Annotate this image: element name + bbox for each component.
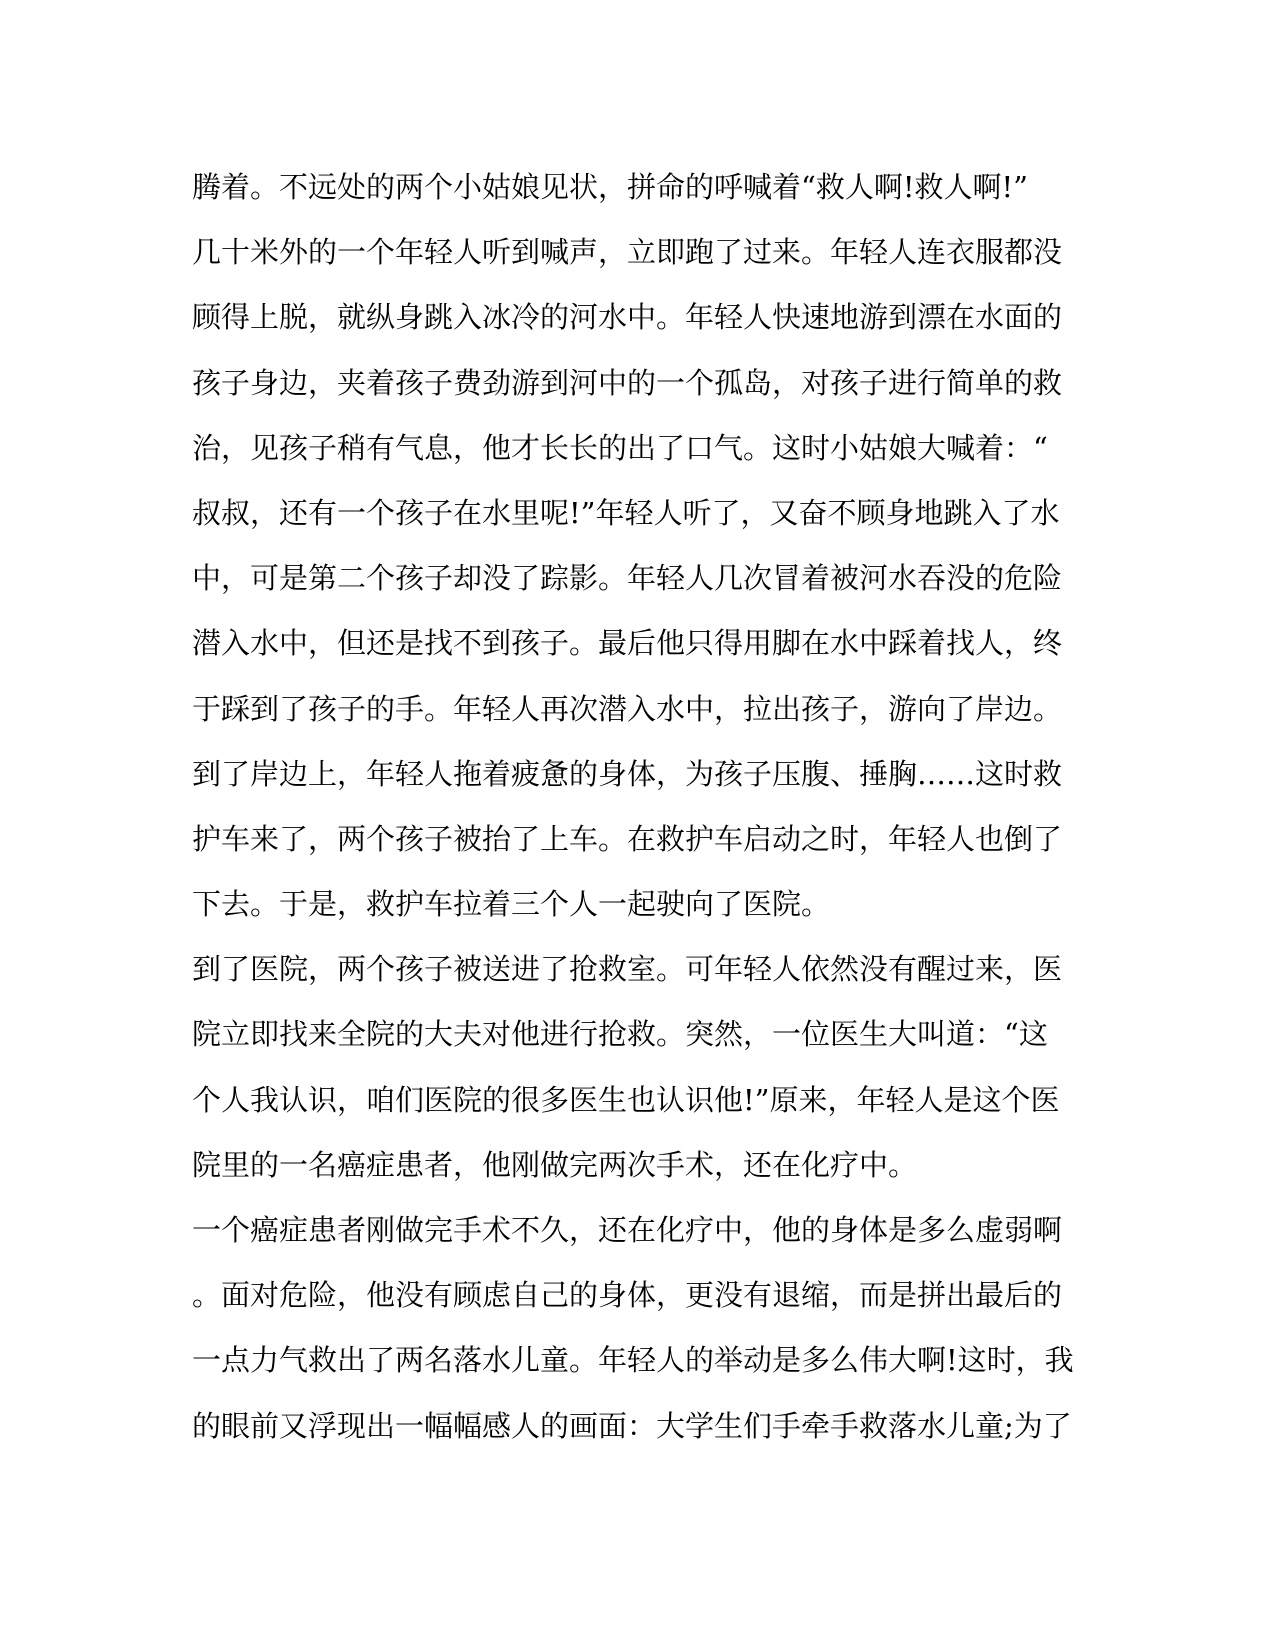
text-line: 到了医院，两个孩子被送进了抢救室。可年轻人依然没有醒过来，医: [192, 952, 1063, 987]
text-line: 院立即找来全院的大夫对他进行抢救。突然，一位医生大叫道：“这: [192, 1017, 1048, 1052]
text-line: 院里的一名癌症患者，他刚做完两次手术，还在化疗中。: [192, 1147, 918, 1182]
text-line: 下去。于是，救护车拉着三个人一起驶向了医院。: [192, 887, 831, 922]
text-line: 个人我认识，咱们医院的很多医生也认识他!”原来，年轻人是这个医: [192, 1082, 1060, 1117]
text-line: 护车来了，两个孩子被抬了上车。在救护车启动之时，年轻人也倒了: [192, 821, 1063, 856]
text-line: 一点力气救出了两名落水儿童。年轻人的举动是多么伟大啊!这时，我: [192, 1343, 1074, 1378]
text-line: 几十米外的一个年轻人听到喊声，立即跑了过来。年轻人连衣服都没: [192, 235, 1063, 270]
text-line: 顾得上脱，就纵身跳入冰冷的河水中。年轻人快速地游到漂在水面的: [192, 300, 1063, 335]
body-text: [192, 169, 1092, 1473]
text-line: 到了岸边上，年轻人拖着疲惫的身体，为孩子压腹、捶胸……这时救: [192, 756, 1063, 791]
text-line: 一个癌症患者刚做完手术不久，还在化疗中，他的身体是多么虚弱啊: [192, 1213, 1063, 1247]
text-line: 治，见孩子稍有气息，他才长长的出了口气。这时小姑娘大喊着：“: [192, 430, 1048, 465]
text-line: 。面对危险，他没有顾虑自己的身体，更没有退缩，而是拼出最后的: [192, 1278, 1063, 1313]
text-line: 叔叔，还有一个孩子在水里呢!”年轻人听了，又奋不顾身地跳入了水: [192, 495, 1060, 530]
text-line: 中，可是第二个孩子却没了踪影。年轻人几次冒着被河水吞没的危险: [192, 561, 1063, 596]
text-line: 的眼前又浮现出一幅幅感人的画面：大学生们手牵手救落水儿童;为了: [192, 1408, 1072, 1443]
text-line: 孩子身边，夹着孩子费劲游到河中的一个孤岛，对孩子进行简单的救: [192, 365, 1063, 400]
text-line: 潜入水中，但还是找不到孩子。最后他只得用脚在水中踩着找人，终: [192, 626, 1063, 661]
text-line: 于踩到了孩子的手。年轻人再次潜入水中，拉出孩子，游向了岸边。: [192, 691, 1063, 726]
text-line: 腾着。不远处的两个小姑娘见状，拼命的呼喊着“救人啊!救人啊!”: [192, 170, 1028, 204]
